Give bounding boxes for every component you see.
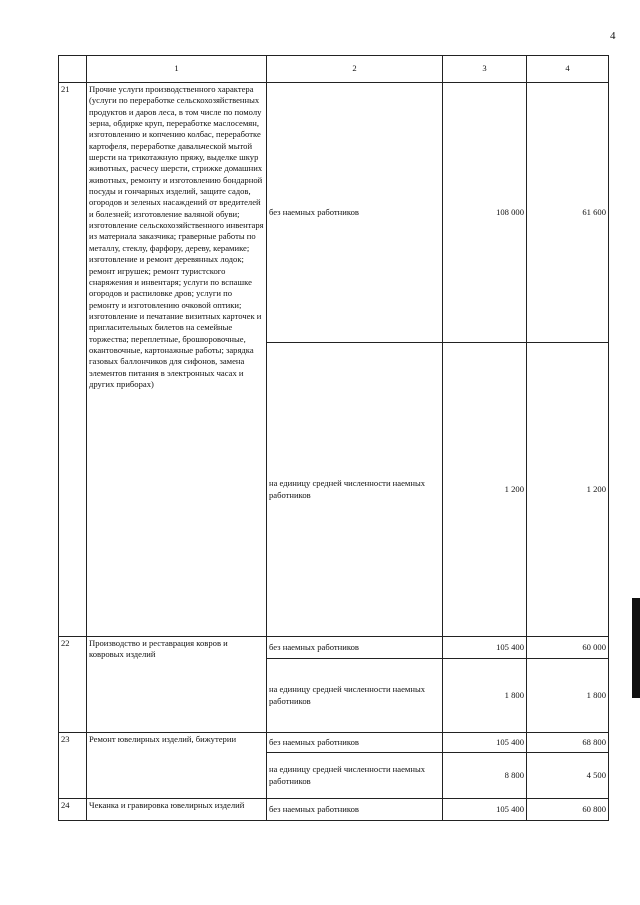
rate-value-col4: 68 800 (527, 733, 609, 753)
header-cell: 4 (527, 56, 609, 83)
activity-name: Ремонт ювелирных изделий, бижутерии (87, 733, 267, 799)
activity-name: Чеканка и гравировка ювелирных изделий (87, 799, 267, 821)
rate-type: на единицу средней численности наемных работников (267, 343, 443, 637)
rate-type: без наемных работников (267, 799, 443, 821)
page-number: 4 (610, 30, 616, 42)
rate-type: на единицу средней численности наемных работников (267, 753, 443, 799)
rate-value-col3: 105 400 (443, 733, 527, 753)
rate-type: на единицу средней численности наемных работников (267, 659, 443, 733)
table-header-row (59, 56, 609, 83)
rate-value-col4: 1 800 (527, 659, 609, 733)
rate-value-col3: 105 400 (443, 637, 527, 659)
rate-type: без наемных работников (267, 733, 443, 753)
header-cell: 2 (267, 56, 443, 83)
rate-value-col3: 105 400 (443, 799, 527, 821)
rate-value-col4: 4 500 (527, 753, 609, 799)
header-cell: 1 (87, 56, 267, 83)
table-row (59, 799, 609, 821)
rate-type: без наемных работников (267, 637, 443, 659)
rate-value-col3: 108 000 (443, 83, 527, 343)
rate-value-col3: 8 800 (443, 753, 527, 799)
rate-value-col4: 61 600 (527, 83, 609, 343)
row-number: 23 (59, 733, 87, 799)
row-number: 22 (59, 637, 87, 733)
row-number: 21 (59, 83, 87, 637)
rate-value-col4: 1 200 (527, 343, 609, 637)
rate-value-col4: 60 800 (527, 799, 609, 821)
table-row (59, 733, 609, 753)
row-number: 24 (59, 799, 87, 821)
rate-value-col3: 1 800 (443, 659, 527, 733)
header-cell: 3 (443, 56, 527, 83)
tax-rates-table (58, 55, 609, 821)
table-row (59, 83, 609, 343)
rate-value-col4: 60 000 (527, 637, 609, 659)
scan-edge-mark (632, 598, 640, 698)
activity-name: Производство и реставрация ковров и ковровых изделий (87, 637, 267, 733)
header-cell (59, 56, 87, 83)
rate-type: без наемных работников (267, 83, 443, 343)
table-row (59, 637, 609, 659)
rate-value-col3: 1 200 (443, 343, 527, 637)
activity-name: Прочие услуги производственного характера (услуги по переработке сельскохозяйственных продуктов и даров леса, в том числе по помолу зерна, обдирке круп, переработке маслосемян, изготовлению и копчению колбас, переработке картофеля, переработке давальческой мытой шерсти на трикотажную пряжу, выделке шкур животных, расчесу шерсти, стрижке домашних животных, ремонту и изготовлению бондарной посуды и гончарных изделий, защите садов, огородов и зеленых насаждений от вредителей и болезней; изготовление валяной обуви; изготовление сельскохозяйственного инвентаря из материала заказчика; граверные работы по металлу, стеклу, фарфору, дереву, керамике; изготовление и ремонт деревянных лодок; ремонт игрушек; ремонт туристского снаряжения и инвентаря; услуги по вспашке огородов и распиловке дров; услуги по ремонту и изготовлению очковой оптики; изготовление и печатание визитных карточек и пригласительных билетов на семейные торжества; переплетные, брошюровочные, окантовочные, картонажные работы; зарядка газовых баллончиков для сифонов, замена элементов питания в электронных часах и других приборах) (87, 83, 267, 637)
